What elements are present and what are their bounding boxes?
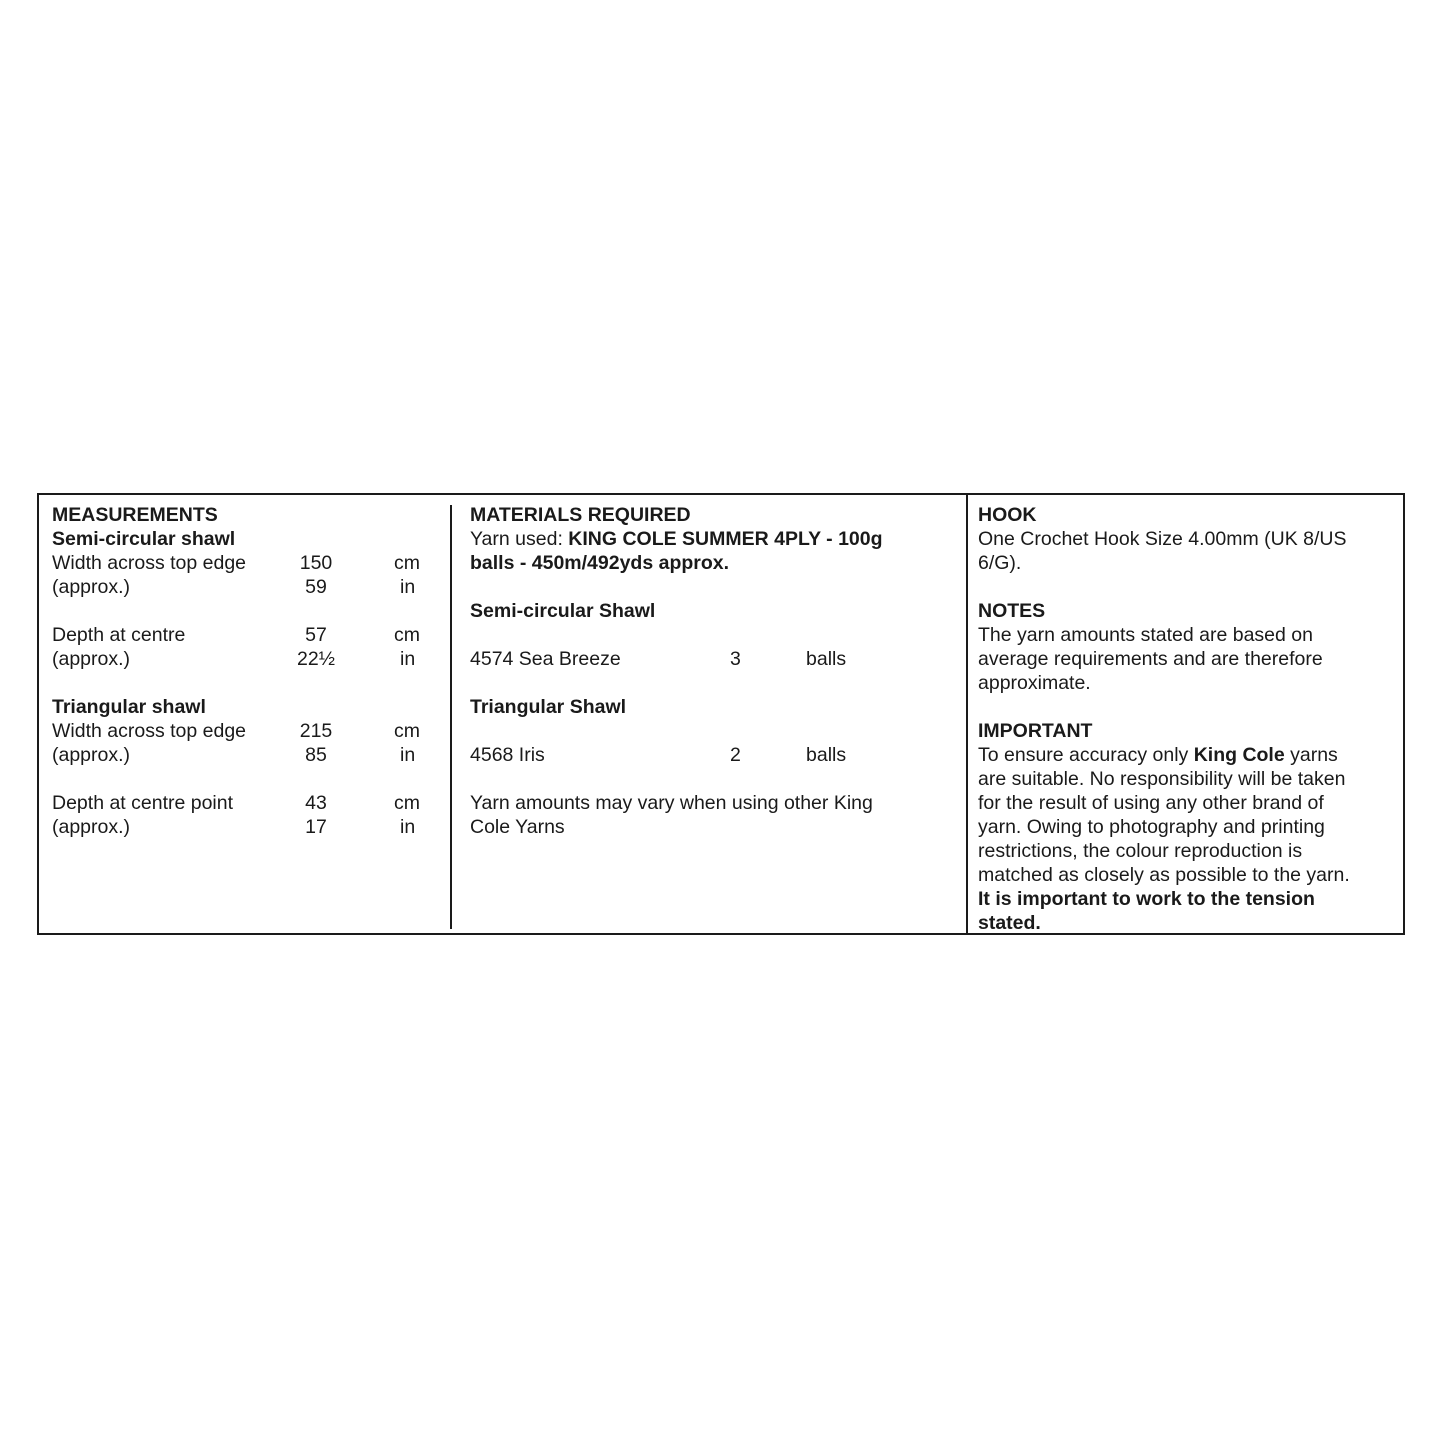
hook-heading: HOOK xyxy=(978,504,1037,526)
important-text-part: To ensure accuracy only xyxy=(978,744,1194,766)
tension-warning-cont: stated. xyxy=(978,912,1041,934)
approx-label: (approx.) xyxy=(52,744,131,766)
approx-label: (approx.) xyxy=(52,576,131,598)
tri-width-in: 85 xyxy=(305,744,327,766)
notes-text: The yarn amounts stated are based on xyxy=(978,624,1313,646)
tri-depth-label: Depth at centre point xyxy=(52,792,234,814)
semi-depth-in: 22½ xyxy=(297,648,335,670)
semi-circular-title: Semi-circular shawl xyxy=(52,528,236,550)
important-text-part: yarns xyxy=(1284,744,1338,766)
approx-label: (approx.) xyxy=(52,816,131,838)
unit-in: in xyxy=(400,816,416,838)
important-text: matched as closely as possible to the yarn. xyxy=(978,864,1350,886)
triangular-title: Triangular shawl xyxy=(52,696,206,718)
semi-width-in: 59 xyxy=(305,576,327,598)
notes-text: approximate. xyxy=(978,672,1091,694)
semi-depth-label: Depth at centre xyxy=(52,624,186,646)
important-text xyxy=(978,743,1338,767)
important-text: yarn. Owing to photography and printing xyxy=(978,816,1325,838)
tri-depth-in: 17 xyxy=(305,816,327,838)
tri-width-cm: 215 xyxy=(299,720,333,742)
balls-label: balls xyxy=(806,648,847,670)
hook-size: One Crochet Hook Size 4.00mm (UK 8/US xyxy=(978,528,1347,550)
yarn-variation-note: Yarn amounts may vary when using other King xyxy=(470,792,873,814)
yarn-name: KING COLE SUMMER 4PLY - 100g xyxy=(568,528,883,550)
pattern-info-panel xyxy=(37,493,1405,935)
unit-in: in xyxy=(400,576,416,598)
column-divider xyxy=(450,505,452,929)
semi-width-cm: 150 xyxy=(299,552,333,574)
tri-width-label: Width across top edge xyxy=(52,720,247,742)
balls-label: balls xyxy=(806,744,847,766)
tension-warning: It is important to work to the tension xyxy=(978,888,1315,910)
notes-heading: NOTES xyxy=(978,600,1046,622)
unit-in: in xyxy=(400,648,416,670)
notes-text: average requirements and are therefore xyxy=(978,648,1323,670)
yarn-used-line xyxy=(470,527,883,551)
hook-size-cont: 6/G). xyxy=(978,552,1022,574)
triangular-shawl-title: Triangular Shawl xyxy=(470,696,627,718)
important-heading: IMPORTANT xyxy=(978,720,1093,742)
tri-quantity: 2 xyxy=(730,744,741,766)
tri-depth-cm: 43 xyxy=(305,792,327,814)
semi-circular-shawl-title: Semi-circular Shawl xyxy=(470,600,656,622)
tri-colour: 4568 Iris xyxy=(470,744,545,766)
materials-heading: MATERIALS REQUIRED xyxy=(470,504,691,526)
important-text: are suitable. No responsibility will be taken xyxy=(978,768,1346,790)
semi-colour: 4574 Sea Breeze xyxy=(470,648,621,670)
yarn-ball-info: balls - 450m/492yds approx. xyxy=(470,552,730,574)
unit-cm: cm xyxy=(394,792,420,814)
important-text: for the result of using any other brand of xyxy=(978,792,1324,814)
semi-quantity: 3 xyxy=(730,648,741,670)
unit-cm: cm xyxy=(394,720,420,742)
yarn-variation-note-cont: Cole Yarns xyxy=(470,816,565,838)
unit-cm: cm xyxy=(394,552,420,574)
unit-in: in xyxy=(400,744,416,766)
semi-depth-cm: 57 xyxy=(305,624,327,646)
measurements-heading: MEASUREMENTS xyxy=(52,504,218,526)
brand-name: King Cole xyxy=(1193,744,1285,766)
unit-cm: cm xyxy=(394,624,420,646)
yarn-used-prefix: Yarn used: xyxy=(470,528,569,550)
column-divider xyxy=(966,495,968,935)
approx-label: (approx.) xyxy=(52,648,131,670)
important-text: restrictions, the colour reproduction is xyxy=(978,840,1303,862)
semi-width-label: Width across top edge xyxy=(52,552,247,574)
